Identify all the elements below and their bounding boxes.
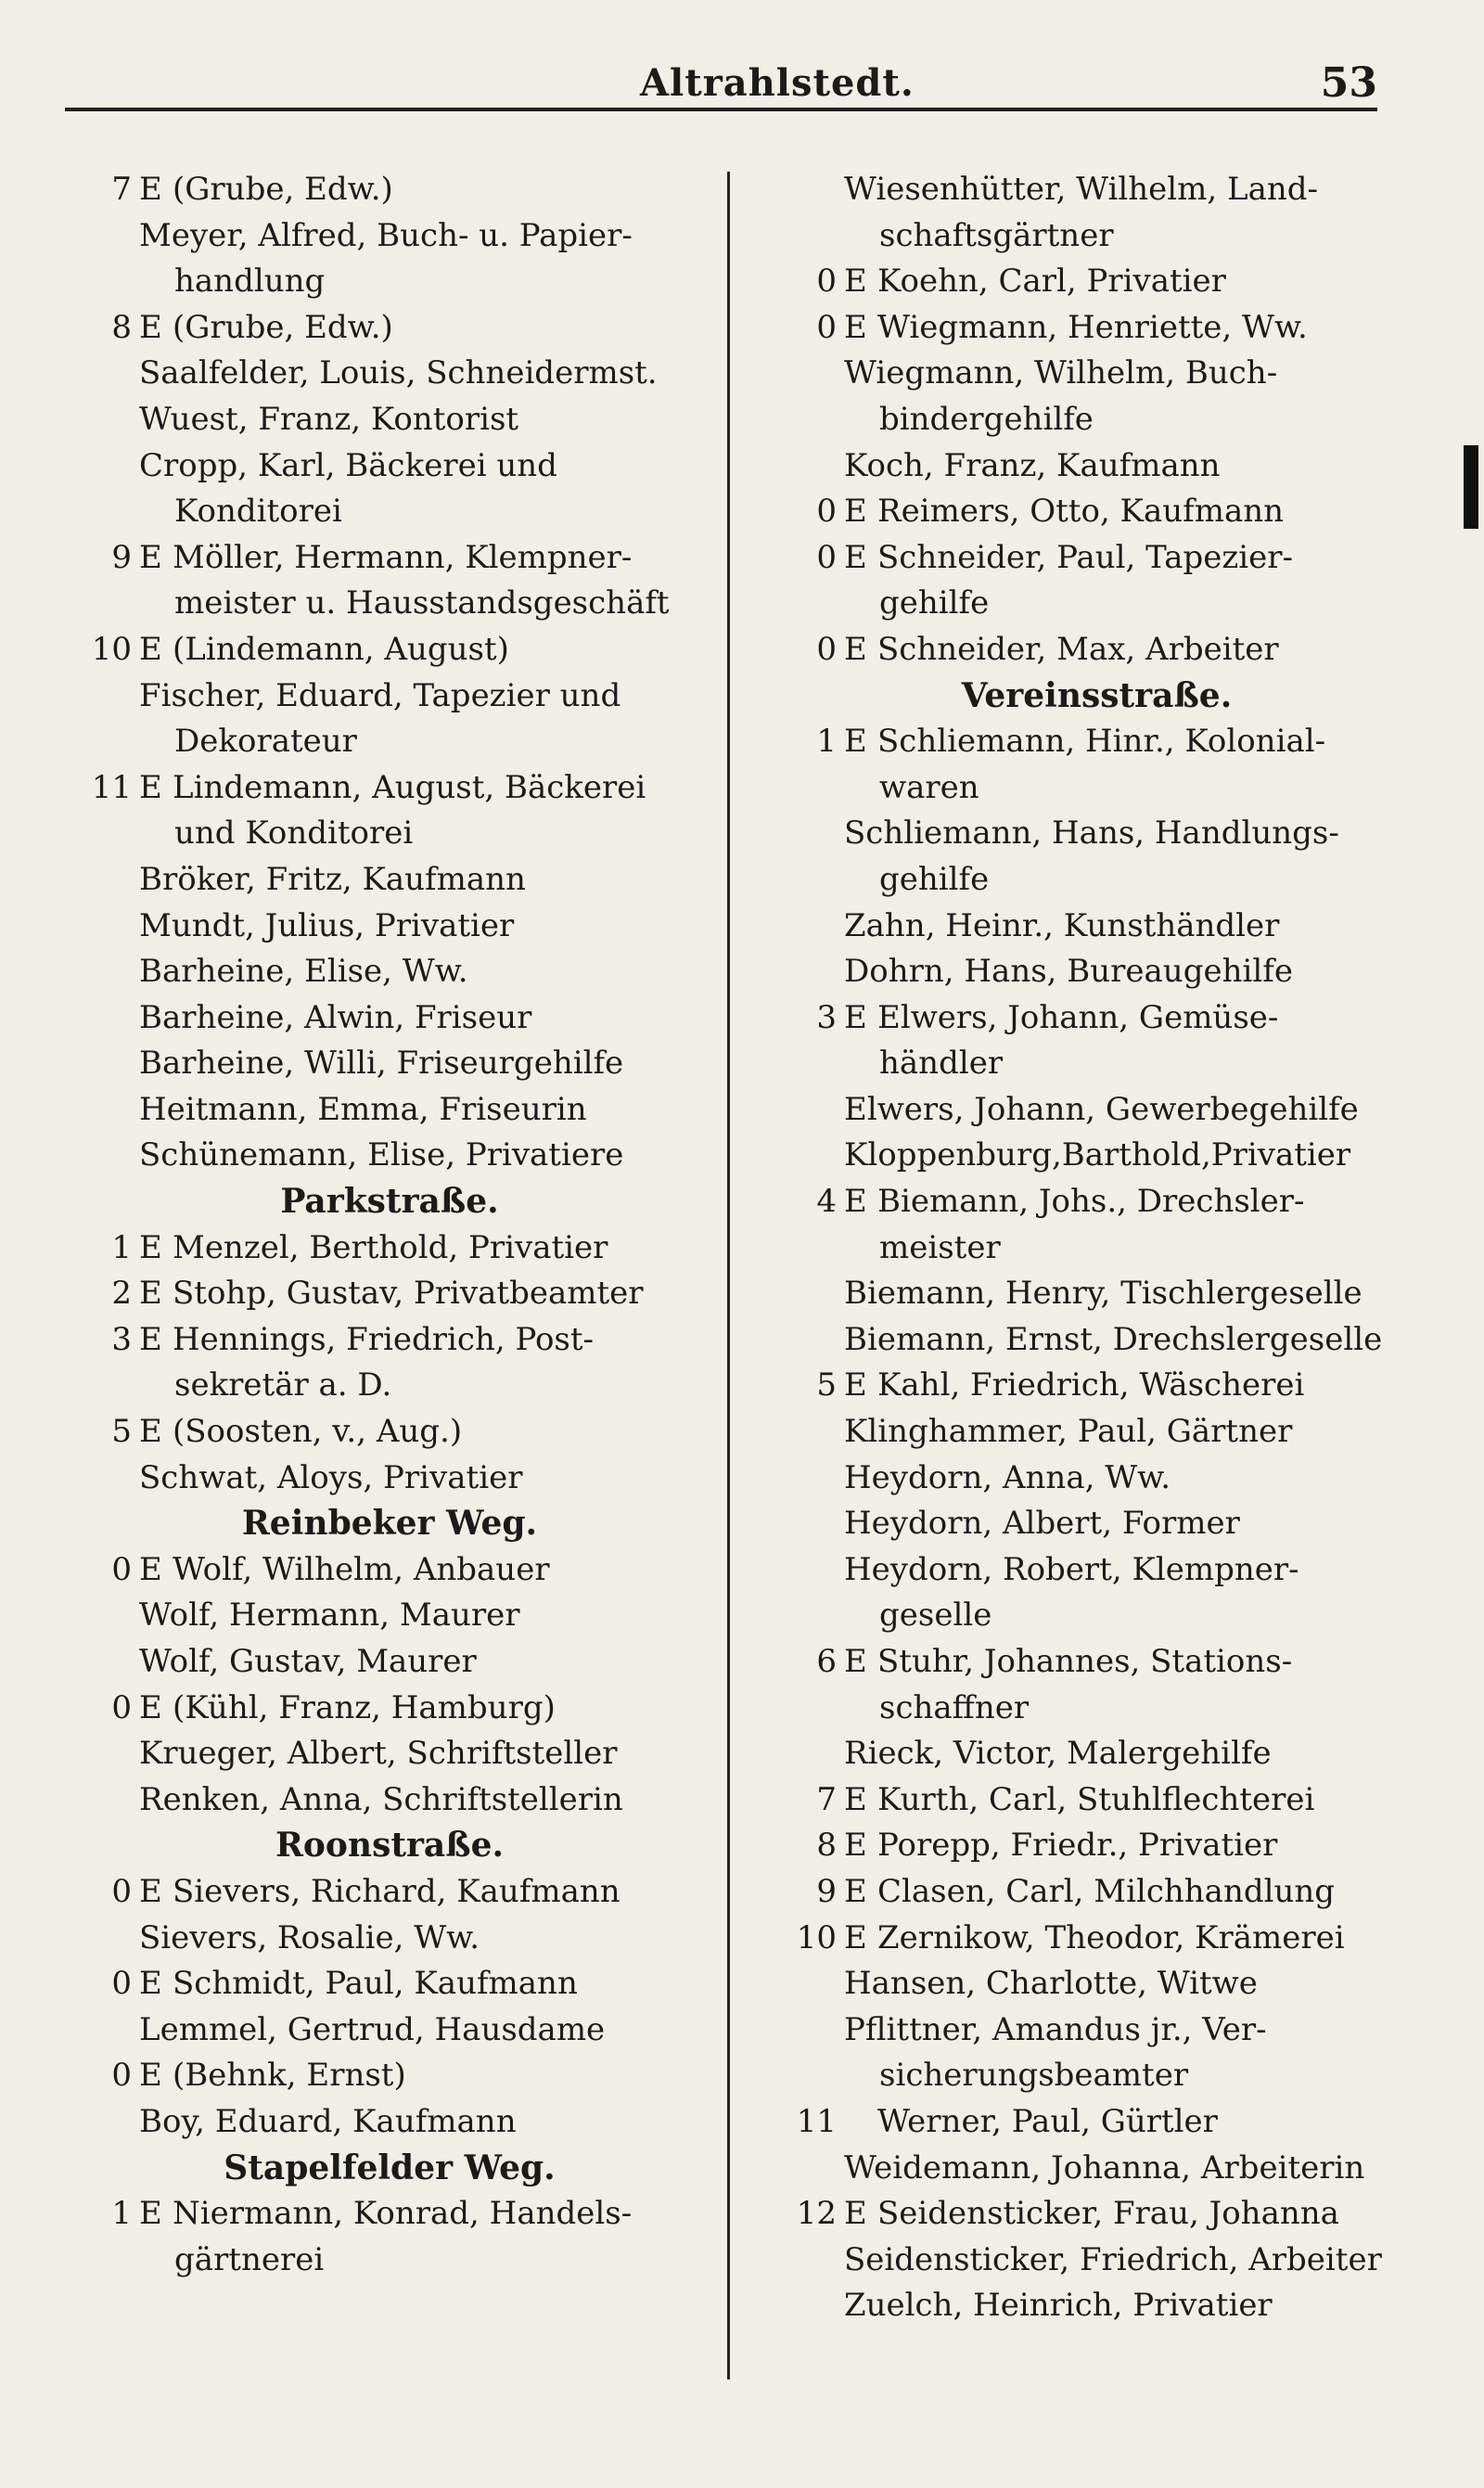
- address-entry: [65, 2053, 714, 2099]
- house-number: 0: [816, 263, 837, 301]
- house-number: 0: [816, 630, 837, 668]
- house-number: 7: [111, 171, 132, 208]
- address-entry: [770, 535, 1424, 582]
- owner-marker: E: [139, 538, 162, 576]
- resident-text: Sievers, Richard, Kaufmann: [173, 1872, 620, 1910]
- house-number: 9: [816, 1872, 837, 1910]
- owner-marker: E: [139, 768, 162, 806]
- street-heading: Reinbeker Weg.: [241, 1504, 538, 1544]
- street-heading: Roonstraße.: [275, 1826, 505, 1866]
- continuation-line: und Konditorei: [174, 814, 414, 853]
- continuation-line: sekretär a. D.: [174, 1366, 392, 1404]
- address-entry: [65, 1547, 714, 1594]
- resident-text: (Lindemann, August): [173, 630, 509, 668]
- house-number: 1: [111, 1228, 132, 1266]
- resident-text: Niermann, Konrad, Handels-: [173, 2195, 633, 2233]
- resident-line: Dohrn, Hans, Bureaugehilfe: [844, 953, 1293, 991]
- address-entry: [770, 1639, 1424, 1686]
- address-entry: [770, 995, 1424, 1042]
- house-number: 1: [111, 2195, 132, 2233]
- owner-marker: E: [139, 171, 162, 208]
- resident-text: Porepp, Friedr., Privatier: [877, 1827, 1278, 1865]
- resident-line: Hansen, Charlotte, Witwe: [844, 1965, 1258, 2003]
- house-number: 10: [796, 1918, 837, 1956]
- house-number: 5: [111, 1413, 132, 1451]
- resident-line: Wiesenhütter, Wilhelm, Land-: [844, 171, 1319, 208]
- house-number: 0: [111, 2057, 132, 2095]
- address-entry: [65, 2191, 714, 2238]
- owner-marker: E: [844, 1366, 867, 1404]
- owner-marker: E: [139, 1688, 162, 1726]
- resident-text: Wiegmann, Henriette, Ww.: [877, 308, 1308, 346]
- resident-text: Menzel, Berthold, Privatier: [173, 1228, 608, 1266]
- resident-text: Biemann, Johs., Drechsler-: [877, 1183, 1305, 1221]
- house-number: 0: [816, 308, 837, 346]
- resident-text: Zernikow, Theodor, Krämerei: [877, 1918, 1345, 1956]
- owner-marker: E: [139, 1320, 162, 1358]
- address-entry: [65, 1869, 714, 1916]
- house-number: 0: [111, 1688, 132, 1726]
- resident-line: Lemmel, Gertrud, Hausdame: [139, 2010, 606, 2048]
- address-entry: [65, 1961, 714, 2007]
- owner-marker: E: [844, 1872, 867, 1910]
- address-entry: [65, 167, 714, 213]
- address-entry: [770, 305, 1424, 352]
- page-header: [65, 56, 1377, 121]
- address-entry: [770, 1823, 1424, 1869]
- owner-marker: E: [844, 723, 867, 761]
- address-entry: [65, 765, 714, 812]
- resident-line: Klinghammer, Paul, Gärtner: [844, 1413, 1293, 1451]
- resident-text: Elwers, Johann, Gemüse-: [877, 998, 1279, 1036]
- address-entry: [65, 1317, 714, 1364]
- house-number: 10: [91, 630, 132, 668]
- continuation-line: waren: [879, 768, 979, 806]
- owner-marker: E: [139, 1228, 162, 1266]
- owner-marker: E: [844, 1827, 867, 1865]
- resident-line: Sievers, Rosalie, Ww.: [139, 1918, 480, 1956]
- resident-line: Schünemann, Elise, Privatiere: [139, 1136, 624, 1174]
- resident-text: Werner, Paul, Gürtler: [877, 2102, 1218, 2140]
- resident-text: Stohp, Gustav, Privatbeamter: [173, 1275, 644, 1313]
- address-entry: [65, 1686, 714, 1732]
- address-entry: [770, 2191, 1424, 2238]
- address-entry: [770, 1869, 1424, 1916]
- edge-tab-mark: [1464, 445, 1478, 529]
- resident-text: Schneider, Max, Arbeiter: [877, 630, 1279, 668]
- owner-marker: E: [139, 1550, 162, 1588]
- resident-line: Heydorn, Albert, Former: [844, 1505, 1240, 1543]
- resident-line: Zahn, Heinr., Kunsthändler: [844, 906, 1280, 944]
- owner-marker: E: [844, 630, 867, 668]
- address-entry: [770, 719, 1424, 765]
- resident-line: Weidemann, Johanna, Arbeiterin: [844, 2148, 1365, 2187]
- address-entry: [770, 627, 1424, 673]
- owner-marker: E: [139, 308, 162, 346]
- resident-text: (Soosten, v., Aug.): [173, 1413, 463, 1451]
- resident-line: Boy, Eduard, Kaufmann: [139, 2102, 517, 2140]
- left-column: [65, 167, 714, 2283]
- address-entry: [770, 1363, 1424, 1409]
- owner-marker: E: [844, 1918, 867, 1956]
- owner-marker: E: [139, 1275, 162, 1313]
- continuation-line: meister: [879, 1228, 1001, 1266]
- resident-line: Heydorn, Robert, Klempner-: [844, 1550, 1299, 1588]
- owner-marker: E: [139, 1965, 162, 2003]
- continuation-line: schaffner: [879, 1688, 1030, 1726]
- resident-text: Wolf, Wilhelm, Anbauer: [173, 1550, 550, 1588]
- resident-text: Kurth, Carl, Stuhlflechterei: [877, 1780, 1315, 1818]
- street-heading: Vereinsstraße.: [961, 675, 1233, 715]
- owner-marker: E: [844, 1643, 867, 1680]
- house-number: 0: [111, 1965, 132, 2003]
- house-number: 0: [111, 1550, 132, 1588]
- resident-line: Biemann, Ernst, Drechslergeselle: [844, 1320, 1383, 1358]
- resident-line: Barheine, Alwin, Friseur: [139, 998, 532, 1036]
- right-column: [770, 167, 1424, 2329]
- house-number: 0: [816, 493, 837, 531]
- resident-line: Bröker, Fritz, Kaufmann: [139, 860, 526, 898]
- resident-line: Kloppenburg,Barthold,Privatier: [844, 1136, 1351, 1174]
- house-number: 11: [796, 2102, 837, 2140]
- address-entry: [65, 1271, 714, 1317]
- resident-line: Zuelch, Heinrich, Privatier: [844, 2287, 1273, 2325]
- owner-marker: E: [844, 2195, 867, 2233]
- resident-line: Mundt, Julius, Privatier: [139, 906, 515, 944]
- continuation-line: Dekorateur: [174, 723, 357, 761]
- house-number: 3: [816, 998, 837, 1036]
- house-number: 6: [816, 1643, 837, 1680]
- resident-line: Pflittner, Amandus jr., Ver-: [844, 2010, 1267, 2048]
- address-entry: [770, 1916, 1424, 1962]
- resident-line: Heydorn, Anna, Ww.: [844, 1458, 1171, 1496]
- resident-line: Biemann, Henry, Tischlergeselle: [844, 1275, 1362, 1313]
- house-number: 0: [111, 1872, 132, 1910]
- address-entry: [770, 1777, 1424, 1824]
- address-entry: [65, 627, 714, 673]
- owner-marker: E: [844, 493, 867, 531]
- resident-line: Fischer, Eduard, Tapezier und: [139, 676, 621, 714]
- house-number: 3: [111, 1320, 132, 1358]
- address-entry: [770, 1179, 1424, 1225]
- resident-line: Renken, Anna, Schriftstellerin: [139, 1780, 623, 1818]
- house-number: 0: [816, 538, 837, 576]
- resident-text: Stuhr, Johannes, Stations-: [877, 1643, 1293, 1680]
- owner-marker: E: [844, 263, 867, 301]
- resident-line: Wuest, Franz, Kontorist: [139, 400, 519, 438]
- resident-line: Koch, Franz, Kaufmann: [844, 446, 1221, 484]
- address-entry: [770, 259, 1424, 305]
- house-number: 7: [816, 1780, 837, 1818]
- resident-text: Reimers, Otto, Kaufmann: [877, 493, 1285, 531]
- owner-marker: E: [139, 1413, 162, 1451]
- column-divider: [727, 172, 730, 2379]
- address-entry: [65, 1409, 714, 1456]
- resident-line: Schliemann, Hans, Handlungs-: [844, 814, 1339, 853]
- house-number: 12: [796, 2195, 837, 2233]
- continuation-line: meister u. Hausstandsgeschäft: [174, 584, 670, 622]
- street-heading: Stapelfelder Weg.: [224, 2148, 556, 2187]
- address-entry: [65, 305, 714, 352]
- owner-marker: E: [844, 1780, 867, 1818]
- resident-line: Wolf, Gustav, Maurer: [139, 1643, 477, 1680]
- resident-line: Schwat, Aloys, Privatier: [139, 1458, 523, 1496]
- resident-text: (Grube, Edw.): [173, 171, 393, 208]
- resident-text: Kahl, Friedrich, Wäscherei: [877, 1366, 1305, 1404]
- resident-line: Cropp, Karl, Bäckerei und: [139, 446, 557, 484]
- house-number: 2: [111, 1275, 132, 1313]
- house-number: 9: [111, 538, 132, 576]
- resident-text: Seidensticker, Frau, Johanna: [877, 2195, 1339, 2233]
- owner-marker: E: [139, 1872, 162, 1910]
- resident-line: Wiegmann, Wilhelm, Buch-: [844, 354, 1278, 392]
- owner-marker: E: [844, 538, 867, 576]
- resident-line: Barheine, Willi, Friseurgehilfe: [139, 1045, 624, 1083]
- house-number: 8: [111, 308, 132, 346]
- continuation-line: handlung: [174, 263, 326, 301]
- resident-line: Barheine, Elise, Ww.: [139, 953, 468, 991]
- owner-marker: E: [844, 308, 867, 346]
- continuation-line: händler: [879, 1045, 1004, 1083]
- owner-marker: E: [139, 630, 162, 668]
- house-number: 11: [91, 768, 132, 806]
- owner-marker: E: [844, 1183, 867, 1221]
- continuation-line: gehilfe: [879, 584, 990, 622]
- address-entry: [770, 2099, 1424, 2146]
- owner-marker: E: [139, 2195, 162, 2233]
- address-entry: [770, 489, 1424, 535]
- continuation-line: schaftsgärtner: [879, 216, 1114, 254]
- resident-text: Schliemann, Hinr., Kolonial-: [877, 723, 1326, 761]
- running-title: Altrahlstedt.: [640, 61, 915, 105]
- resident-line: Elwers, Johann, Gewerbegehilfe: [844, 1090, 1359, 1128]
- resident-line: Saalfelder, Louis, Schneidermst.: [139, 354, 658, 392]
- house-number: 8: [816, 1827, 837, 1865]
- continuation-line: sicherungsbeamter: [879, 2057, 1189, 2095]
- resident-line: Seidensticker, Friedrich, Arbeiter: [844, 2240, 1382, 2278]
- page-number: 53: [1320, 59, 1377, 107]
- address-entry: [65, 535, 714, 582]
- house-number: 4: [816, 1183, 837, 1221]
- resident-line: Rieck, Victor, Malergehilfe: [844, 1735, 1272, 1773]
- continuation-line: gärtnerei: [174, 2240, 325, 2278]
- address-entry: [65, 1225, 714, 1272]
- resident-line: Meyer, Alfred, Buch- u. Papier-: [139, 216, 633, 254]
- continuation-line: Konditorei: [174, 493, 342, 531]
- resident-text: Schneider, Paul, Tapezier-: [877, 538, 1293, 576]
- resident-text: Lindemann, August, Bäckerei: [173, 768, 646, 806]
- continuation-line: gehilfe: [879, 860, 990, 898]
- resident-text: Clasen, Carl, Milchhandlung: [877, 1872, 1336, 1910]
- house-number: 1: [816, 723, 837, 761]
- continuation-line: geselle: [879, 1597, 992, 1635]
- resident-text: (Grube, Edw.): [173, 308, 393, 346]
- street-heading: Parkstraße.: [280, 1182, 499, 1222]
- resident-text: (Behnk, Ernst): [173, 2057, 406, 2095]
- resident-line: Krueger, Albert, Schriftsteller: [139, 1735, 618, 1773]
- resident-line: Heitmann, Emma, Friseurin: [139, 1090, 587, 1128]
- resident-text: Hennings, Friedrich, Post-: [173, 1320, 595, 1358]
- resident-text: Schmidt, Paul, Kaufmann: [173, 1965, 578, 2003]
- header-rule: [65, 108, 1377, 111]
- owner-marker: E: [844, 998, 867, 1036]
- continuation-line: bindergehilfe: [879, 400, 1094, 438]
- resident-text: (Kühl, Franz, Hamburg): [173, 1688, 556, 1726]
- resident-line: Wolf, Hermann, Maurer: [139, 1597, 520, 1635]
- resident-text: Möller, Hermann, Klempner-: [173, 538, 633, 576]
- owner-marker: E: [139, 2057, 162, 2095]
- house-number: 5: [816, 1366, 837, 1404]
- resident-text: Koehn, Carl, Privatier: [877, 263, 1226, 301]
